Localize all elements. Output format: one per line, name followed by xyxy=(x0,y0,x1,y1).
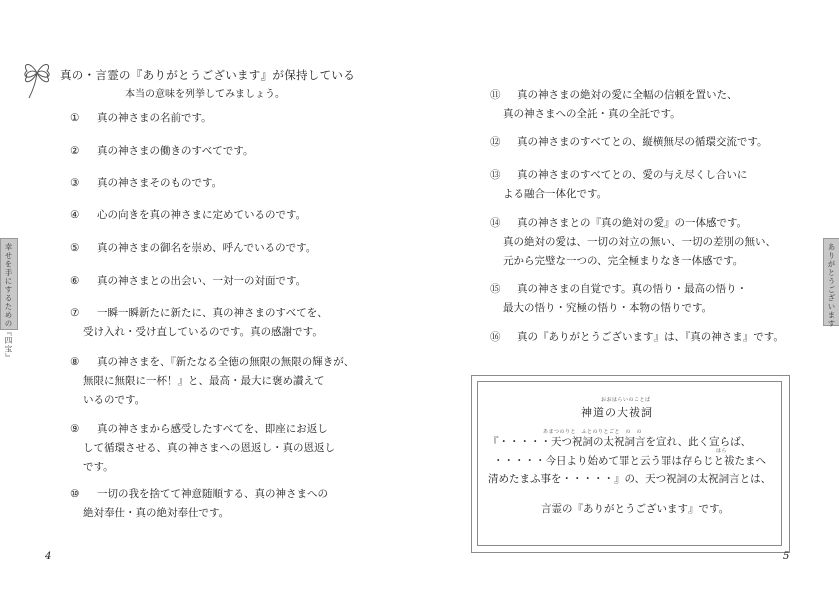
item-number: ⑫ xyxy=(490,136,501,148)
item-number: ③ xyxy=(70,177,80,189)
prayer-line-1: 『・・・・・天つ祝詞の太祝詞言を宣れ、此く宣らば、 xyxy=(488,436,752,448)
item-line: 真の神さまの絶対の愛に全幅の信頼を置いた、 xyxy=(517,89,738,101)
item-line: 真の神さまを、『新たなる全徳の無限の無限の輝きが、 xyxy=(97,356,355,368)
item-line: 真の神さまの働きのすべてです。 xyxy=(97,145,254,157)
item-line: 真の神さまの名前です。 xyxy=(97,112,212,124)
item-line: 真の絶対の愛は、一切の対立の無い、一切の差別の無い、 xyxy=(503,236,776,248)
item-line: 真の神さまから感受したすべてを、即座にお返し xyxy=(97,423,328,435)
item-number: ④ xyxy=(70,209,80,221)
item-number: ⑩ xyxy=(70,488,80,500)
page-number-right: 5 xyxy=(783,551,790,562)
item-line: です。 xyxy=(83,461,114,473)
item-number: ⑯ xyxy=(490,331,501,343)
item-line: 真の『ありがとうございます』は、『真の神さま』です。 xyxy=(517,331,784,343)
list-item xyxy=(490,280,747,318)
item-line: 無限に無限に一杯！』と、最高・最大に褒め讃えて xyxy=(83,375,325,387)
list-item xyxy=(490,214,776,271)
list-item xyxy=(70,206,306,225)
list-item xyxy=(70,239,316,258)
list-item xyxy=(70,174,222,193)
item-number: ⑥ xyxy=(70,275,80,287)
item-line: 元から完璧な一つの、完全極まりなき一体感です。 xyxy=(503,255,744,267)
item-line: 真の神さまのすべてとの、愛の与え尽くし合いに xyxy=(517,169,748,181)
item-number: ⑬ xyxy=(490,169,501,181)
item-line: いるのです。 xyxy=(83,394,146,406)
side-tab-right xyxy=(823,238,839,326)
item-number: ⑦ xyxy=(70,307,80,319)
item-number: ⑮ xyxy=(490,283,501,295)
list-item xyxy=(70,272,306,291)
list-item xyxy=(70,420,335,477)
item-line: 一瞬一瞬新たに新たに、真の神さまのすべてを、 xyxy=(97,307,328,319)
prayer-line-4: 言霊の『ありがとうございます』です。 xyxy=(541,503,730,515)
item-line: 最大の悟り・究極の悟り・本物の悟りです。 xyxy=(503,302,713,314)
prayer-line-2: ・・・・・今日より始めて罪と云う罪は存らじと祓たまへ xyxy=(493,455,766,467)
item-line: 真の神さまとの『真の絶対の愛』の一体感です。 xyxy=(517,217,748,229)
list-item xyxy=(70,109,212,128)
list-item xyxy=(490,86,738,124)
prayer-line-3: 清めたまふ事を・・・・・』の、天つ祝詞の太祝詞言とは、 xyxy=(488,473,772,485)
line2-ruby: はら xyxy=(716,448,728,454)
list-item xyxy=(490,166,747,204)
clover-icon xyxy=(20,56,54,100)
item-line: 一切の我を捨てて神意随順する、真の神さまへの xyxy=(97,488,328,500)
item-line: 真の神さまの自覚です。真の悟り・最高の悟り・ xyxy=(517,283,748,295)
item-line: 受け入れ・受け直しているのです。真の感謝です。 xyxy=(83,326,323,338)
item-line: して循環させる、真の神さまへの恩返し・真の恩返し xyxy=(83,442,335,454)
prayer-box-title: 神道の大祓詞 xyxy=(581,406,653,419)
side-tab-left xyxy=(0,238,18,362)
item-line: 真の神さまの御名を崇め、呼んでいるのです。 xyxy=(97,242,317,254)
item-line: 絶対奉仕・真の絶対奉仕です。 xyxy=(83,507,230,519)
item-line: 真の神さまとの出会い、一対一の対面です。 xyxy=(97,275,307,287)
item-number: ⑧ xyxy=(70,356,80,368)
title-ruby: おおはらいのことば xyxy=(601,397,651,403)
list-item xyxy=(490,328,784,347)
side-tab-label: ありがとうございます xyxy=(827,243,836,328)
side-tab-label: 幸せを手にするための『四宝』 xyxy=(4,243,13,362)
item-number: ① xyxy=(70,112,80,124)
list-item xyxy=(70,304,328,342)
item-number: ⑭ xyxy=(490,217,501,229)
list-item xyxy=(70,142,253,161)
section-subheading: 本当の意味を列挙してみましょう。 xyxy=(125,89,285,100)
item-number: ② xyxy=(70,145,80,157)
item-line: よる融合一体化です。 xyxy=(503,188,608,200)
item-line: 真の神さまへの全託・真の全託です。 xyxy=(503,108,681,120)
line1-ruby: あまつのりと ふとのりとごと の の xyxy=(543,429,643,435)
item-number: ⑪ xyxy=(490,89,501,101)
item-line: 真の神さまのすべてとの、縦横無尽の循環交流です。 xyxy=(517,136,768,148)
list-item xyxy=(70,353,354,410)
item-number: ⑤ xyxy=(70,242,80,254)
list-item xyxy=(490,133,768,152)
item-line: 真の神さまそのものです。 xyxy=(97,177,223,189)
item-line: 心の向きを真の神さまに定めているのです。 xyxy=(97,209,307,221)
section-heading: 真の・言霊の『ありがとうございます』が保持している xyxy=(60,68,355,82)
item-number: ⑨ xyxy=(70,423,80,435)
list-item xyxy=(70,485,328,523)
page-number-left: 4 xyxy=(45,551,52,562)
